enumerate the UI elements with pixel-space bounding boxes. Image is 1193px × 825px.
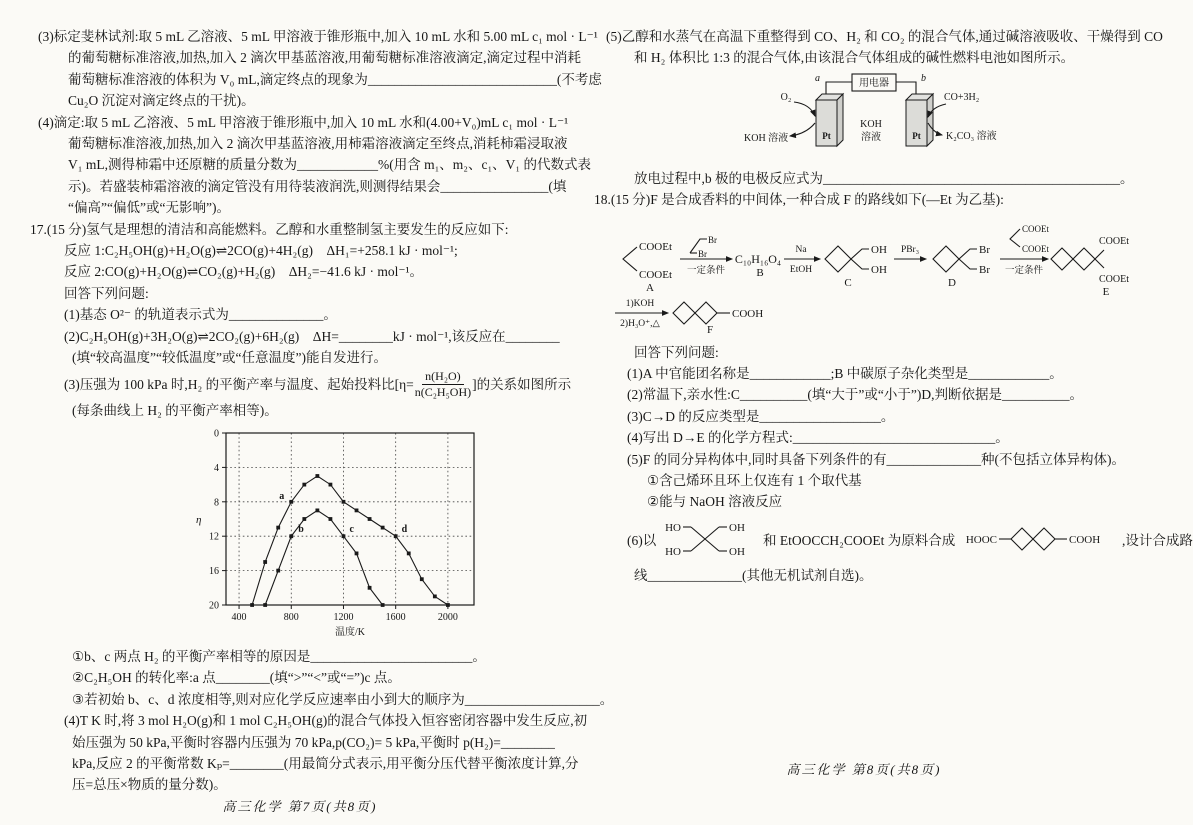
text-line: 葡萄糖标准溶液,加热,加入 2 滴次甲基蓝溶液,用柿霜溶液滴定至终点,消耗柿霜浸取液 <box>68 136 568 152</box>
synthesis-route-container <box>600 213 1134 342</box>
data-point <box>276 569 280 573</box>
data-point <box>289 534 293 538</box>
target-ring-right <box>1033 528 1055 550</box>
text-line: “偏高”“偏低”或“无影响”)。 <box>68 200 230 216</box>
text-line: 回答下列问题: <box>634 344 719 360</box>
target-hooc: HOOC <box>965 533 997 546</box>
text-line: (4)滴定:取 5 mL 乙溶液、5 mL 甲溶液于锥形瓶中,加入 10 mL 水和(4.00+V₀)mL c₁ mol · L⁻¹ <box>38 114 569 130</box>
text-line: (5)乙醇和水蒸气在高温下重整得到 CO、H₂ 和 CO₂ 的混合气体,通过碱溶液吸收、干燥得到 CO <box>606 29 1163 44</box>
page-8-footer: 高三化学 第8页(共8页) <box>786 762 942 777</box>
structure-E-bond-bottom <box>1095 259 1104 268</box>
structure-E-ester-bottom: COOEt <box>1099 273 1129 285</box>
text-line: (1)A 中官能团名称是____________;B 中碳原子杂化类型是____________。 <box>627 366 1063 382</box>
text-line: 放电过程中,b 极的电极反应式为____________________________________________。 <box>634 170 1134 186</box>
label-F: F <box>706 323 714 336</box>
text-line: (每条曲线上 H₂ 的平衡产率相等)。 <box>72 402 278 418</box>
tick-label-x: 400 <box>231 611 247 623</box>
target-cooh: COOH <box>1068 533 1100 546</box>
text-line: 葡萄糖标准溶液的体积为 V₀ mL,滴定终点的现象为____________________________(不考虑 <box>68 71 602 87</box>
koh-out-label: KOH 溶液 <box>744 132 789 144</box>
tick-label-x: 800 <box>283 611 299 623</box>
structure-C-bond-top <box>851 249 869 259</box>
data-point <box>420 577 424 581</box>
dibromoethane-br-bottom: Br <box>698 248 707 259</box>
structure-A-ester-bottom: COOEt <box>639 268 672 281</box>
structure-F-ring-left <box>673 302 695 324</box>
reagent-na: Na <box>795 244 807 255</box>
malonate-ester-top: COOEt <box>1022 223 1049 234</box>
data-point <box>329 517 333 521</box>
x-axis-label: 温度/K <box>335 626 365 638</box>
oxygen-in-arrow <box>794 102 815 116</box>
right-electrode-pt-label: Pt <box>912 130 921 141</box>
data-point <box>289 500 293 504</box>
malonate-ester-bottom: COOEt <box>1022 243 1049 254</box>
fuel-cell-diagram <box>734 71 1069 163</box>
tick-label-y: 16 <box>209 566 219 578</box>
right-electrode-side <box>927 94 933 146</box>
tick-label-x: 2000 <box>437 611 458 623</box>
page-7 <box>30 26 614 814</box>
text-line: 的葡萄糖标准溶液,加热,加入 2 滴次甲基蓝溶液,用葡萄糖标准溶液滴定,滴定过程中消耗 <box>68 50 581 66</box>
text-line: 线______________(其他无机试剂自选)。 <box>634 567 873 583</box>
tick-label-y: 0 <box>214 428 219 440</box>
text-line: (2)常温下,亲水性:C__________(填“大于”或“小于”)D,判断依据是__________。 <box>627 387 1083 403</box>
data-point <box>381 603 385 607</box>
plot-border <box>226 433 474 605</box>
text-line: (4)写出 D→E 的化学方程式:______________________________。 <box>627 430 1009 446</box>
condition-1: 一定条件 <box>686 265 726 276</box>
tick-label-y: 20 <box>209 600 219 612</box>
text-line: 回答下列问题: <box>64 285 149 301</box>
text-line: ②C₂H₅OH 的转化率:a 点________(填“>”“<”或“=”)c 点。 <box>72 670 401 686</box>
structure-D-br-bottom: Br <box>979 263 990 276</box>
fuel-cell-diagram-container <box>734 71 1134 168</box>
left-electrode-side <box>837 94 843 146</box>
data-point <box>355 508 359 512</box>
point-label-a: a <box>279 490 285 502</box>
structure-E-ring-right <box>1073 248 1095 270</box>
data-point <box>446 603 450 607</box>
wire-right <box>896 82 916 94</box>
text-line: (填“较高温度”“较低温度”或“任意温度”)能自发进行。 <box>72 350 387 366</box>
label-A: A <box>646 281 654 294</box>
text-line: Cu₂O 沉淀对滴定终点的干扰)。 <box>68 93 255 109</box>
pent-ho-bottom: HO <box>664 545 681 558</box>
oxygen-feed-label: O₂ <box>780 91 792 103</box>
text-line: ②能与 NaOH 溶液反应 <box>647 494 783 510</box>
text-line: 和 H₂ 体积比 1:3 的混合气体,由该混合气体组成的碱性燃料电池如图所示。 <box>634 50 1075 66</box>
structure-C-oh-top: OH <box>871 243 887 256</box>
target-diacid-structure <box>959 523 1119 555</box>
electrode-a-label: a <box>815 72 820 84</box>
koh-out-arrow <box>790 123 815 136</box>
pent-oh-bottom: OH <box>728 545 745 558</box>
text-line: 始压强为 50 kPa,平衡时容器内压强为 70 kPa,p(CO₂)= 5 kPa,平衡时 p(H₂)=________ <box>72 734 555 750</box>
pent-bond-bl <box>691 539 705 551</box>
eta-fraction <box>415 369 471 400</box>
text-line: 压=总压×物质的量分数)。 <box>72 777 227 793</box>
structure-B-formula: C₁₀H₁₆O₄ <box>734 251 782 266</box>
point-label-d: d <box>401 524 408 536</box>
text-line: (1)基态 O²⁻ 的轨道表示式为______________。 <box>64 307 337 323</box>
dibromoethane-br-top: Br <box>708 234 717 245</box>
target-ring-left <box>1011 528 1033 550</box>
reaction-1: 反应 1:C₂H₅OH(g)+H₂O(g)⇌2CO(g)+4H₂(g) ΔH₁=+258.1 kJ · mol⁻¹; <box>64 243 458 259</box>
tick-label-x: 1200 <box>333 611 354 623</box>
data-point <box>394 534 398 538</box>
text-segment: 和 EtOOCCH₂COOEt 为原料合成 <box>759 532 959 548</box>
structure-E-ring-left <box>1051 248 1073 270</box>
data-point <box>302 517 306 521</box>
label-E: E <box>1102 285 1110 298</box>
fraction-numerator: n(H₂O) <box>422 369 464 385</box>
structure-F-ring-right <box>695 302 717 324</box>
fraction-denominator: n(C₂H₅OH) <box>414 384 472 399</box>
text-line: (2)C₂H₅OH(g)+3H₂O(g)⇌2CO₂(g)+6H₂(g) ΔH=________kJ · mol⁻¹,该反应在________ <box>64 328 560 344</box>
condition-2: 一定条件 <box>1004 265 1044 276</box>
device-label: 用电器 <box>859 77 889 89</box>
pentaerythritol-structure <box>660 516 760 562</box>
data-curve <box>265 510 382 605</box>
text-line: kPa,反应 2 的平衡常数 Kₚ=________(用最简分式表示,用平衡分压代替平衡浓度计算,分 <box>72 755 579 771</box>
structure-D-bond-top <box>959 249 977 259</box>
item6-line-with-structures <box>594 513 1193 565</box>
text-segment: ,设计合成路 <box>1118 532 1193 548</box>
point-label-c: c <box>349 524 354 536</box>
reaction-2: 反应 2:CO(g)+H₂O(g)⇌CO₂(g)+H₂(g) ΔH₂=−41.6 kJ · mol⁻¹。 <box>64 264 424 280</box>
tick-label-y: 4 <box>214 462 219 474</box>
fuel-feed-label: CO+3H₂ <box>944 91 980 103</box>
question-18-title: 18.(15 分)F 是合成香料的中间体,一种合成 F 的路线如下(—Et 为乙基): <box>594 192 1004 208</box>
data-point <box>263 603 267 607</box>
pent-bond-br <box>705 539 719 551</box>
data-point <box>329 483 333 487</box>
equilibrium-yield-chart <box>180 425 502 639</box>
label-D: D <box>948 276 956 289</box>
text-line: V₁ mL,测得柿霜中还原糖的质量分数为____________%(用含 m₁、m₂、c₁、V₁ 的代数式表 <box>68 157 592 173</box>
structure-D-ring <box>933 246 959 272</box>
reagent-koh: 1)KOH <box>625 298 655 309</box>
pent-oh-top: OH <box>728 521 745 534</box>
point-label-b: b <box>298 524 304 536</box>
text-line: (5)F 的同分异构体中,同时具备下列条件的有______________种(不包括立体异构体)。 <box>627 451 1125 467</box>
data-point <box>302 483 306 487</box>
data-point <box>407 551 411 555</box>
pent-bond-tl <box>691 527 705 539</box>
spacer <box>594 586 1134 759</box>
structure-C-ring <box>825 246 851 272</box>
text-line: (4)T K 时,将 3 mol H₂O(g)和 1 mol C₂H₅OH(g)的混合气体投入恒容密闭容器中发生反应,初 <box>64 713 588 729</box>
structure-A-bonds <box>623 247 637 271</box>
tick-label-y: 12 <box>209 531 219 543</box>
text-line: (3)C→D 的反应类型是__________________。 <box>627 408 895 424</box>
data-point <box>263 560 267 564</box>
reagent-h3o: 2)H₃O⁺,△ <box>620 318 660 329</box>
page-8 <box>594 26 1193 788</box>
structure-D-bond-bottom <box>959 259 977 269</box>
y-axis-label: η <box>196 513 202 526</box>
data-point <box>315 508 319 512</box>
text-line-with-fraction <box>30 369 570 400</box>
data-point <box>250 603 254 607</box>
left-electrode-pt-label: Pt <box>822 130 831 141</box>
wire-left <box>826 82 852 94</box>
malonate-bonds <box>1010 229 1020 247</box>
text-line: ③若初始 b、c、d 浓度相等,则对应化学反应速率由小到大的顺序为____________________。 <box>72 691 614 707</box>
electrolyte-label-line1: KOH <box>860 118 882 130</box>
structure-A-ester-top: COOEt <box>639 240 672 253</box>
label-B: B <box>756 266 764 279</box>
electrolyte-label-line2: 溶液 <box>861 131 881 143</box>
data-point <box>381 526 385 530</box>
structure-E-ester-top: COOEt <box>1099 235 1129 247</box>
synthesis-route-diagram <box>600 213 1145 337</box>
electrode-b-label: b <box>921 72 926 84</box>
structure-C-oh-bottom: OH <box>871 263 887 276</box>
question-17-title: 17.(15 分)氢气是理想的清洁和高能燃料。乙醇和水重整制氢主要发生的反应如下: <box>30 221 509 237</box>
structure-D-br-top: Br <box>979 243 990 256</box>
pent-bond-tr <box>705 527 719 539</box>
data-point <box>315 474 319 478</box>
page-7-footer: 高三化学 第7页(共8页) <box>222 798 378 814</box>
data-point <box>433 594 437 598</box>
yield-chart-container <box>180 425 570 644</box>
carbonate-out-label: K₂CO₃ 溶液 <box>946 130 997 142</box>
tick-label-y: 8 <box>214 497 219 509</box>
label-C: C <box>844 276 852 289</box>
solvent-etoh: EtOH <box>789 264 813 275</box>
data-point <box>355 551 359 555</box>
data-point <box>342 534 346 538</box>
structure-C-bond-bottom <box>851 259 869 269</box>
data-point <box>342 500 346 504</box>
data-point <box>368 517 372 521</box>
text-line: (3)标定斐林试剂:取 5 mL 乙溶液、5 mL 甲溶液于锥形瓶中,加入 10 mL 水和 5.00 mL c₁ mol · L⁻¹ <box>38 29 598 44</box>
tick-label-x: 1600 <box>385 611 406 623</box>
data-point <box>368 586 372 590</box>
text-segment: (3)压强为 100 kPa 时,H₂ 的平衡产率与温度、起始投料比[η= <box>64 376 414 392</box>
text-segment: ]的关系如图所示 <box>472 376 572 392</box>
pent-ho-top: HO <box>664 521 681 534</box>
structure-F-cooh: COOH <box>732 307 764 320</box>
text-line: ①含己烯环且环上仅连有 1 个取代基 <box>647 473 862 489</box>
structure-E-bond-top <box>1095 250 1104 259</box>
text-line: 示)。若盛装柿霜溶液的滴定管没有用待装液润洗,则测得结果会________________(填 <box>68 178 567 194</box>
text-line: ①b、c 两点 H₂ 的平衡产率相等的原因是________________________。 <box>72 648 486 664</box>
data-point <box>276 526 280 530</box>
reagent-pbr3: PBr₃ <box>900 244 920 255</box>
text-segment: (6)以 <box>627 532 660 548</box>
